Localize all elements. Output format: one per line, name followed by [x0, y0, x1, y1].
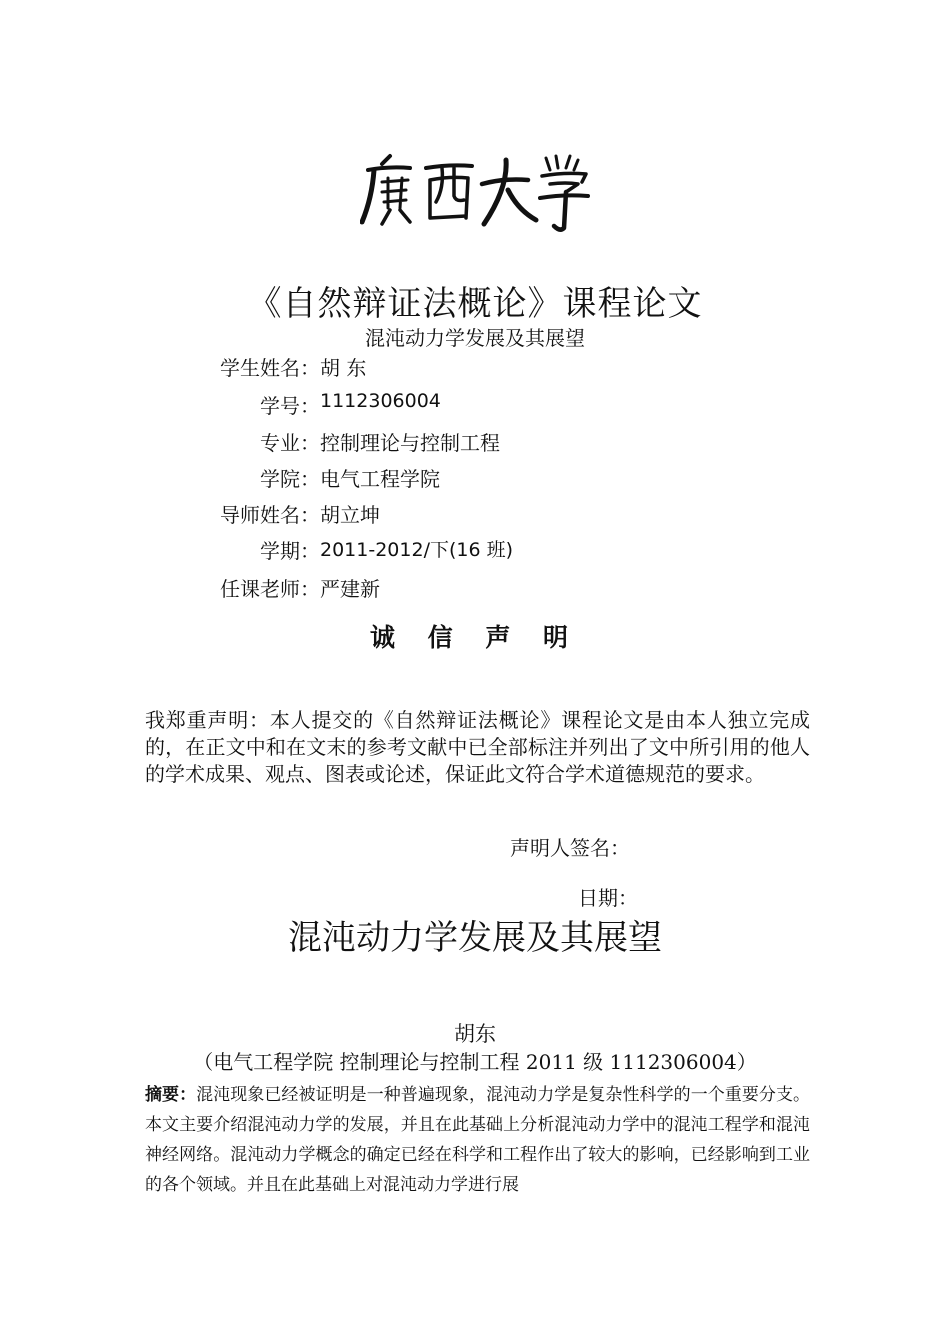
- info-label: 专业：: [260, 431, 320, 455]
- info-value: 控制理论与控制工程: [320, 431, 500, 455]
- info-value: 2011-2012/下(16 班): [320, 539, 514, 561]
- info-value: 1112306004: [320, 390, 441, 412]
- info-label: 学生姓名：: [220, 356, 320, 380]
- info-value: 胡 东: [320, 356, 367, 380]
- paper-abstract: [145, 1080, 810, 1200]
- paper-title: 混沌动力学发展及其展望: [288, 918, 662, 958]
- info-label: 任课老师：: [220, 577, 320, 601]
- info-row-instructor: [0, 573, 950, 603]
- paper-affiliation: （电气工程学院 控制理论与控制工程 2011 级 1112306004）: [193, 1050, 757, 1074]
- university-logo: [0, 148, 950, 236]
- info-label: 学院：: [260, 467, 320, 491]
- course-title: 《自然辩证法概论》课程论文: [247, 284, 703, 324]
- info-row-student-name: [0, 352, 950, 382]
- declaration-heading: 诚 信 声 明: [369, 623, 581, 652]
- info-label: 学号：: [260, 394, 320, 418]
- info-value: 胡立坤: [320, 503, 380, 527]
- info-row-school: [0, 463, 950, 493]
- calligraphy-logo-icon: [360, 148, 590, 236]
- abstract-text: 混沌现象已经被证明是一种普遍现象，混沌动力学是复杂性科学的一个重要分支。本文主要介绍混沌动力学的发展，并且在此基础上分析混沌动力学中的混沌工程学和混沌神经网络。混沌动力学概念的确定已经在科学和工程作出了较大的影响，已经影响到工业的各个领域。并且在此基础上对混沌动力学进行展: [145, 1085, 811, 1195]
- abstract-label: 摘要：: [145, 1085, 197, 1105]
- info-row-advisor: [0, 499, 950, 529]
- info-value: 严建新: [320, 577, 380, 601]
- info-label: 导师姓名：: [220, 503, 320, 527]
- info-row-major: [0, 427, 950, 457]
- info-value: 电气工程学院: [320, 467, 440, 491]
- declaration-body: 我郑重声明：本人提交的《自然辩证法概论》课程论文是由本人独立完成的，在正文中和在文末的参考文献中已全部标注并列出了文中所引用的他人的学术成果、观点、图表或论述，保证此文符合学术道德规范的要求。: [145, 708, 810, 786]
- paper-author: 胡东: [454, 1022, 496, 1046]
- course-subtitle: 混沌动力学发展及其展望: [365, 326, 585, 350]
- info-row-student-id: [0, 390, 950, 420]
- date-label: 日期：: [578, 886, 638, 910]
- info-row-semester: [0, 535, 950, 565]
- info-label: 学期：: [260, 539, 320, 563]
- signature-label: 声明人签名：: [510, 836, 630, 860]
